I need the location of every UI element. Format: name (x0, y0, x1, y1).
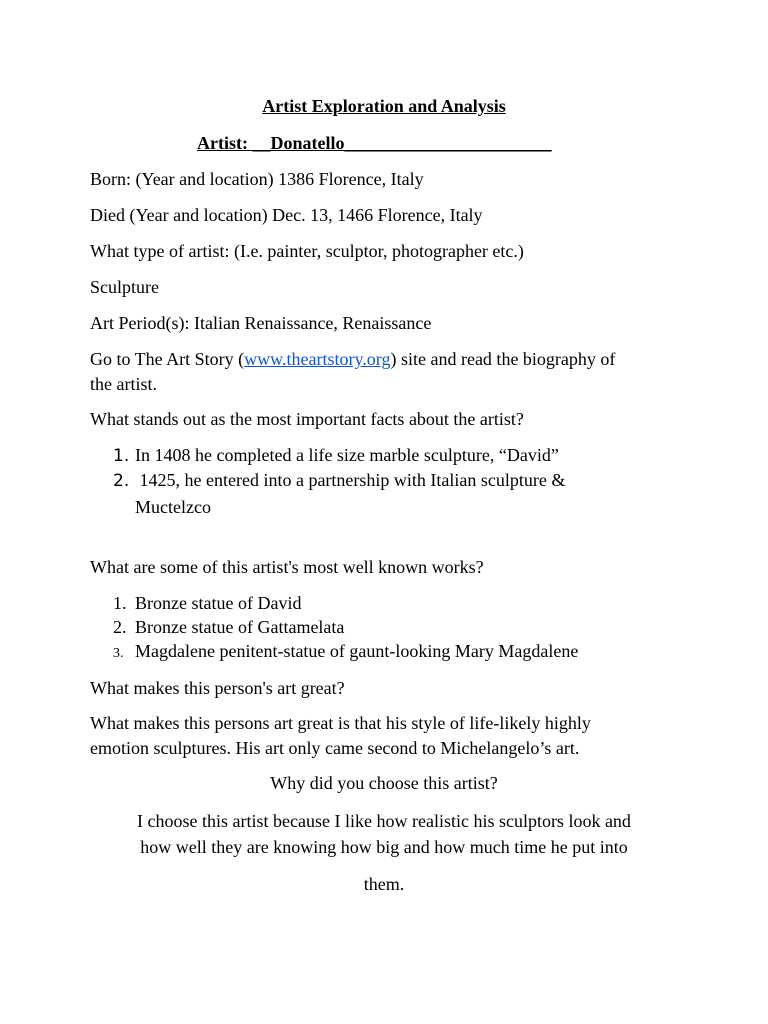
work-text: Bronze statue of Gattamelata (135, 617, 345, 637)
artist-type-answer: Sculpture (90, 277, 159, 297)
why-answer-line1: I choose this artist because I like how realistic his sculptors look and (137, 811, 631, 831)
instruction-text-before: Go to The Art Story ( (90, 349, 245, 369)
fact-number: 2. (113, 471, 130, 491)
art-great-question: What makes this person's art great? (90, 678, 345, 698)
art-great-answer-line2: emotion sculptures. His art only came second to Michelangelo’s art. (90, 738, 580, 758)
art-story-instruction (90, 346, 615, 372)
work-item (113, 638, 578, 667)
fact-text: 1425, he entered into a partnership with Italian sculpture & (135, 470, 566, 490)
artist-type-question: What type of artist: (I.e. painter, sculptor, photographer etc.) (90, 241, 524, 261)
art-period-line: Art Period(s): Italian Renaissance, Renaissance (90, 313, 432, 333)
work-text: Magdalene penitent-statue of gaunt-looking Mary Magdalene (135, 641, 579, 661)
fact-text: In 1408 he completed a life size marble sculpture, “David” (135, 445, 559, 465)
work-text: Bronze statue of David (135, 593, 302, 613)
why-answer-line2: how well they are knowing how big and how much time he put into (140, 837, 628, 857)
work-item (113, 590, 301, 616)
work-number: 3. (113, 646, 124, 661)
work-number: 2. (113, 617, 127, 637)
work-number: 1. (113, 593, 127, 613)
why-answer-line3: them. (363, 874, 405, 894)
fact-item (113, 442, 559, 469)
work-item (113, 614, 344, 640)
died-line: Died (Year and location) Dec. 13, 1466 Florence, Italy (90, 205, 483, 225)
born-line: Born: (Year and location) 1386 Florence, Italy (90, 169, 424, 189)
art-great-answer-line1: What makes this persons art great is that his style of life-likely highly (90, 713, 591, 733)
fact-continuation: Muctelzco (135, 497, 211, 517)
works-question: What are some of this artist's most well known works? (90, 557, 484, 577)
why-question: Why did you choose this artist? (270, 773, 498, 793)
theartstory-link[interactable]: www.theartstory.org (244, 349, 391, 369)
artist-name-line: Artist: __Donatello_______________________ (197, 133, 552, 153)
facts-question: What stands out as the most important facts about the artist? (90, 409, 524, 429)
fact-item (113, 467, 565, 494)
fact-number: 1. (113, 446, 130, 466)
instruction-text-after: ) site and read the biography of (390, 349, 616, 369)
document-title: Artist Exploration and Analysis (262, 96, 506, 116)
art-story-instruction-line2: the artist. (90, 374, 157, 394)
